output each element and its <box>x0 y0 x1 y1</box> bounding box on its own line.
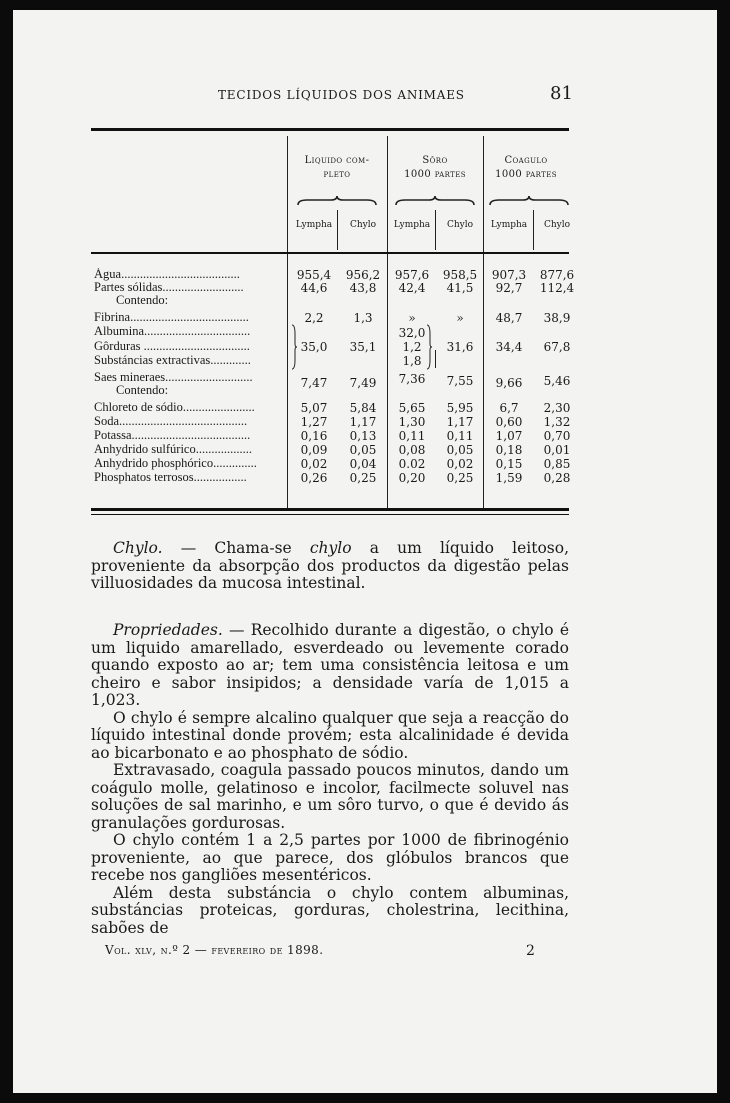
table-vline <box>337 210 338 250</box>
cell: 0,05 <box>446 443 474 457</box>
cell: 0,08 <box>398 443 426 457</box>
cell: 5,07 <box>300 401 328 415</box>
row-label-anhydrido-phosphorico: Anhydrido phosphórico.............. <box>94 457 257 470</box>
cell: 1,07 <box>495 429 523 443</box>
cell: 1,8 <box>402 354 422 368</box>
cell: 0,60 <box>495 415 523 429</box>
cell: 958,5 <box>442 268 478 282</box>
cell: 956,2 <box>345 268 381 282</box>
cell: 0,01 <box>543 443 571 457</box>
cell: 0,16 <box>300 429 328 443</box>
group-header-soro: Sôro 1000 partes <box>404 155 466 180</box>
page <box>13 10 717 1093</box>
paragraph: Além desta substáncia o chylo contem albuminas, substáncias proteicas, gorduras, cholestrina, lecithina, sabões de <box>91 883 569 937</box>
paragraph: O chylo contém 1 a 2,5 partes por 1000 de fibrinogénio proveniente, ao que parece, dos glóbulos brancos que recebe nos gangliões mesentéricos. <box>91 831 569 884</box>
cell: 955,4 <box>296 268 332 282</box>
cell: 6,7 <box>499 401 519 415</box>
cell: 1,30 <box>398 415 426 429</box>
cell: 1,17 <box>446 415 474 429</box>
cell: 35,1 <box>349 340 377 354</box>
cell: 0,28 <box>543 471 571 485</box>
cell: 1,17 <box>349 415 377 429</box>
paragraph-propriedades: Propriedades. — Recolhido durante a digestão, o chylo é um liquido amarellado, esverdeado ou levemente corado quando exposto ao ar; tem uma consistência leitosa e um cheiro e sabor insipidos; a densidade varía de 1,015 a 1,023. <box>91 621 569 709</box>
table-vline <box>533 210 534 250</box>
cell: 0,05 <box>349 443 377 457</box>
table-bottom-rule <box>91 508 569 511</box>
cell: 1,2 <box>402 340 422 354</box>
cell: 1,3 <box>353 311 373 325</box>
cell: 0,20 <box>398 471 426 485</box>
row-label-albumina: Albumina.................................. <box>94 325 251 338</box>
page-number: 81 <box>550 83 573 104</box>
cell: 42,4 <box>398 281 426 295</box>
cell: 2,30 <box>543 401 571 415</box>
row-label-soda: Soda......................................... <box>94 415 248 428</box>
cell: 9,66 <box>495 376 523 390</box>
cell: 0,18 <box>495 443 523 457</box>
row-label-anhydrido-sulfurico: Anhydrido sulfúrico.................. <box>94 443 252 456</box>
cell: 0,09 <box>300 443 328 457</box>
brace-liquido <box>297 196 377 206</box>
row-label-gorduras: Gôrduras .................................. <box>94 340 250 353</box>
cell: 41,5 <box>446 281 474 295</box>
row-label-contendo: Contendo: <box>116 293 169 307</box>
cell: 1,27 <box>300 415 328 429</box>
subheader-chylo: Chylo <box>543 220 571 230</box>
cell: 5,46 <box>543 374 571 388</box>
cell: 7,47 <box>300 376 328 390</box>
row-label-potassa: Potassa...................................... <box>94 429 251 442</box>
cell: 0,15 <box>495 457 523 471</box>
cell: 907,3 <box>491 268 527 282</box>
cell: 5,65 <box>398 401 426 415</box>
signature-mark: 2 <box>526 943 535 959</box>
cell: 92,7 <box>495 281 523 295</box>
row-label-partes-solidas: Partes sólidas.......................... <box>94 281 244 294</box>
cell: 43,8 <box>349 281 377 295</box>
brace-soro <box>395 196 475 206</box>
cell: 957,6 <box>394 268 430 282</box>
cell: 0,13 <box>349 429 377 443</box>
cell: 35,0 <box>300 340 328 354</box>
paragraph: Extravasado, coagula passado poucos minutos, dando um coágulo molle, gelatinoso e incolor, facilmecte soluvel nas soluções de sal marinho, e um sôro turvo, o que é devido ás granulações gordurosas. <box>91 761 569 832</box>
group-header-liquido: Liquido com- pleto <box>304 155 370 180</box>
cell: 7,55 <box>446 374 474 388</box>
subheader-lympha: Lympha <box>295 220 333 230</box>
cell: 0,85 <box>543 457 571 471</box>
cell: 0,04 <box>349 457 377 471</box>
row-label-phosphatos: Phosphatos terrosos................. <box>94 471 247 484</box>
paragraph-chylo: Chylo. — Chama-se chylo a um líquido leitoso, proveniente da absorpção dos productos da digestão pelas villuosidades da mucosa intestinal. <box>91 539 569 592</box>
cell: 7,49 <box>349 376 377 390</box>
cell: 34,4 <box>495 340 523 354</box>
table-top-rule <box>91 128 569 131</box>
cell: 2,2 <box>304 311 324 325</box>
cell: 0,26 <box>300 471 328 485</box>
cell: 44,6 <box>300 281 328 295</box>
cell: 0,70 <box>543 429 571 443</box>
cell: 877,6 <box>539 268 575 282</box>
table-header-rule <box>91 252 569 254</box>
cell: 7,36 <box>398 372 426 386</box>
cell: » <box>408 311 416 325</box>
cell: 32,0 <box>398 326 426 340</box>
section-propriedades <box>91 622 569 937</box>
cell: 5,95 <box>446 401 474 415</box>
cell: 0.02 <box>398 457 426 471</box>
cell: » <box>456 311 464 325</box>
subheader-lympha: Lympha <box>490 220 528 230</box>
group-header-coagulo: Coagulo 1000 partes <box>495 155 557 180</box>
cell: 0,02 <box>300 457 328 471</box>
subheader-chylo: Chylo <box>349 220 377 230</box>
cell: 0,11 <box>446 429 474 443</box>
cell: 0,25 <box>446 471 474 485</box>
cell: 38,9 <box>543 311 571 325</box>
table-vline <box>435 210 436 250</box>
brace-coagulo <box>489 196 569 206</box>
cell: 112,4 <box>539 281 575 295</box>
cell: 0,25 <box>349 471 377 485</box>
cell: 31,6 <box>446 340 474 354</box>
subheader-lympha: Lympha <box>393 220 431 230</box>
cell: 1,32 <box>543 415 571 429</box>
row-label-agua: Água...................................... <box>94 268 240 281</box>
row-label-chloreto: Chloreto de sódio....................... <box>94 401 255 414</box>
cell: 0,11 <box>398 429 426 443</box>
footer-volume: Vol. xlv, n.º 2 — fevereiro de 1898. <box>105 943 324 957</box>
row-label-substancias-extractivas: Substáncias extractivas............. <box>94 354 251 367</box>
cell: 48,7 <box>495 311 523 325</box>
running-title: TECIDOS LÍQUIDOS DOS ANIMAES <box>218 88 465 102</box>
cell: 0,02 <box>446 457 474 471</box>
cell: 1,59 <box>495 471 523 485</box>
composition-table <box>91 128 575 518</box>
row-label-fibrina: Fibrina...................................... <box>94 311 249 324</box>
paragraph: O chylo é sempre alcalino qualquer que seja a reacção do líquido intestinal donde provém; esta alcalinidade é devida ao bicarbonato e ao phosphato de sódio. <box>91 708 569 762</box>
cell: 5,84 <box>349 401 377 415</box>
row-label-contendo: Contendo: <box>116 383 169 397</box>
subheader-chylo: Chylo <box>446 220 474 230</box>
row-label-saes-mineraes: Saes mineraes............................ <box>94 371 253 384</box>
cell: 67,8 <box>543 340 571 354</box>
table-bottom-rule <box>91 514 569 515</box>
